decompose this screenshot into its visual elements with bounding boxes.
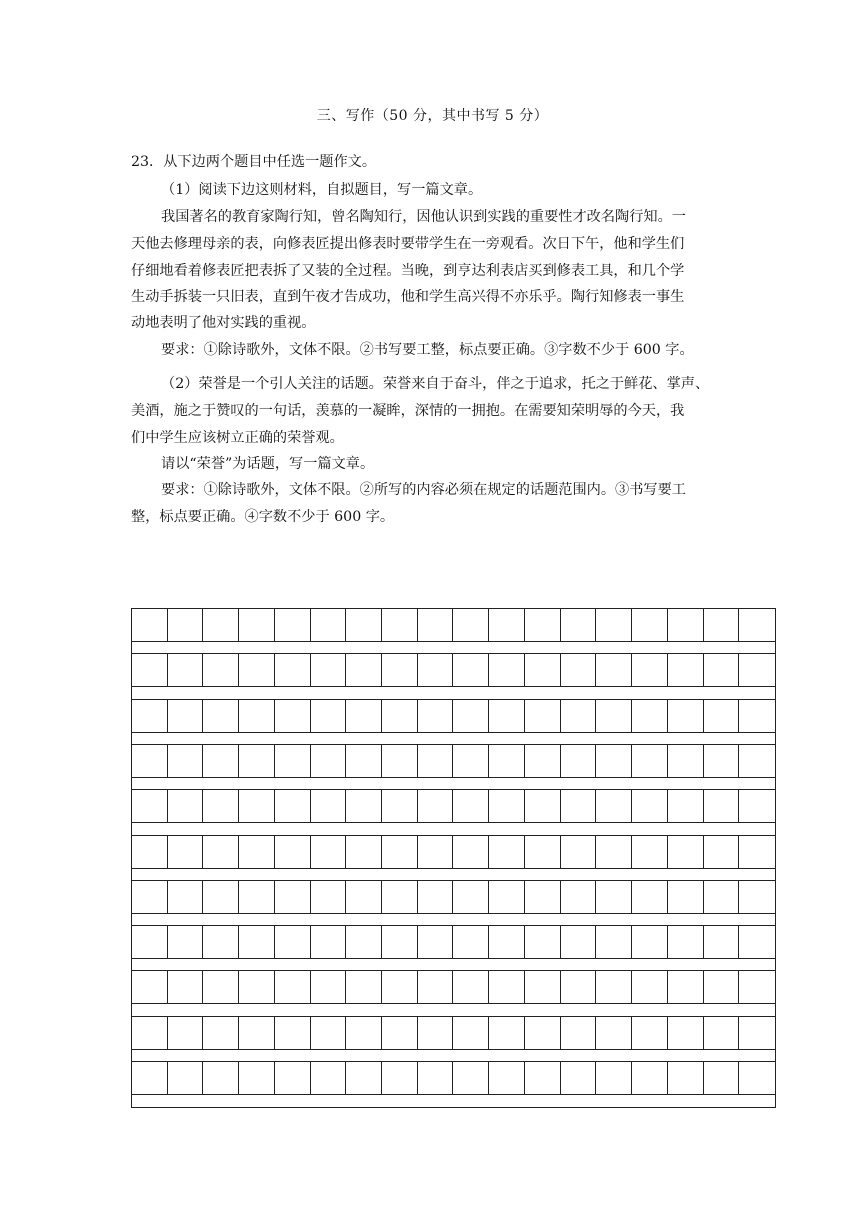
grid-cell[interactable] (525, 790, 561, 822)
grid-cell[interactable] (346, 1062, 382, 1094)
question-stem: 23．从下边两个题目中任选一题作文。 (131, 154, 377, 170)
grid-cell[interactable] (132, 790, 168, 822)
grid-cell[interactable] (346, 790, 382, 822)
grid-cell[interactable] (632, 926, 668, 958)
grid-cell[interactable] (525, 609, 561, 641)
grid-cell[interactable] (275, 881, 311, 913)
grid-cell[interactable] (346, 609, 382, 641)
grid-cell[interactable] (668, 971, 704, 1003)
grid-cell[interactable] (561, 745, 597, 777)
grid-cell[interactable] (489, 1062, 525, 1094)
grid-cell[interactable] (132, 926, 168, 958)
grid-cell[interactable] (275, 1017, 311, 1049)
grid-cell[interactable] (561, 1062, 597, 1094)
grid-row (131, 699, 776, 733)
grid-cell[interactable] (596, 1017, 632, 1049)
grid-cell[interactable] (275, 745, 311, 777)
grid-cell[interactable] (203, 1017, 239, 1049)
grid-cell[interactable] (275, 836, 311, 868)
grid-cell[interactable] (596, 971, 632, 1003)
grid-cell[interactable] (382, 926, 418, 958)
grid-cell[interactable] (346, 1017, 382, 1049)
grid-cell[interactable] (203, 881, 239, 913)
grid-cell[interactable] (275, 1062, 311, 1094)
grid-cell[interactable] (132, 654, 168, 686)
grid-cell[interactable] (632, 790, 668, 822)
grid-cell[interactable] (203, 745, 239, 777)
grid-cell[interactable] (668, 654, 704, 686)
option1-material-line: 仔细地看着修表匠把表拆了又装的全过程。当晚，到亨达利表店买到修表工具，和几个学 (131, 263, 685, 279)
grid-cell[interactable] (418, 926, 454, 958)
option1-material-line: 动地表明了他对实践的重视。 (131, 315, 316, 331)
grid-cell[interactable] (596, 926, 632, 958)
grid-cell[interactable] (275, 654, 311, 686)
grid-cell[interactable] (203, 836, 239, 868)
grid-cell[interactable] (311, 654, 347, 686)
grid-cell[interactable] (525, 926, 561, 958)
grid-cell[interactable] (489, 654, 525, 686)
grid-cell[interactable] (239, 971, 275, 1003)
grid-cell[interactable] (525, 1062, 561, 1094)
grid-cell[interactable] (132, 836, 168, 868)
grid-cell[interactable] (525, 836, 561, 868)
grid-cell[interactable] (311, 881, 347, 913)
grid-cell[interactable] (346, 745, 382, 777)
grid-cell[interactable] (453, 971, 489, 1003)
grid-cell[interactable] (311, 745, 347, 777)
grid-cell[interactable] (632, 700, 668, 732)
grid-cell[interactable] (239, 1017, 275, 1049)
grid-cell[interactable] (132, 609, 168, 641)
grid-cell[interactable] (168, 790, 204, 822)
grid-cell[interactable] (739, 1017, 775, 1049)
grid-cell[interactable] (453, 654, 489, 686)
grid-cell[interactable] (525, 654, 561, 686)
grid-cell[interactable] (132, 971, 168, 1003)
grid-cell[interactable] (168, 1017, 204, 1049)
grid-cell[interactable] (239, 745, 275, 777)
grid-cell[interactable] (525, 700, 561, 732)
grid-cell[interactable] (418, 1062, 454, 1094)
grid-cell[interactable] (168, 745, 204, 777)
grid-cell[interactable] (346, 654, 382, 686)
grid-cell[interactable] (346, 926, 382, 958)
grid-cell[interactable] (668, 745, 704, 777)
grid-cell[interactable] (275, 926, 311, 958)
grid-cell[interactable] (596, 654, 632, 686)
grid-cell[interactable] (311, 926, 347, 958)
grid-cell[interactable] (704, 745, 740, 777)
grid-cell[interactable] (168, 700, 204, 732)
grid-cell[interactable] (239, 700, 275, 732)
grid-cell[interactable] (704, 654, 740, 686)
grid-cell[interactable] (275, 700, 311, 732)
grid-cell[interactable] (203, 971, 239, 1003)
grid-cell[interactable] (561, 836, 597, 868)
grid-cell[interactable] (489, 881, 525, 913)
grid-cell[interactable] (453, 609, 489, 641)
answer-grid[interactable] (131, 608, 776, 1108)
grid-cell[interactable] (168, 609, 204, 641)
grid-cell[interactable] (418, 836, 454, 868)
grid-row (131, 835, 776, 869)
grid-cell[interactable] (132, 700, 168, 732)
grid-cell[interactable] (311, 971, 347, 1003)
grid-cell[interactable] (346, 971, 382, 1003)
option2-material-line: 们中学生应该树立正确的荣誉观。 (131, 430, 344, 446)
grid-cell[interactable] (525, 971, 561, 1003)
grid-cell[interactable] (561, 1017, 597, 1049)
grid-cell[interactable] (704, 836, 740, 868)
grid-cell[interactable] (668, 790, 704, 822)
option2-material-line: 美酒，施之于赞叹的一句话，羡慕的一凝眸，深情的一拥抱。在需要知荣明辱的今天，我 (131, 403, 685, 419)
grid-cell[interactable] (596, 881, 632, 913)
grid-cell[interactable] (704, 609, 740, 641)
grid-row (131, 789, 776, 823)
grid-cell[interactable] (275, 790, 311, 822)
grid-cell[interactable] (739, 926, 775, 958)
grid-cell[interactable] (168, 836, 204, 868)
grid-cell[interactable] (739, 836, 775, 868)
grid-row (131, 1061, 776, 1095)
grid-cell[interactable] (275, 609, 311, 641)
grid-row (131, 608, 776, 642)
grid-cell[interactable] (668, 1062, 704, 1094)
grid-cell[interactable] (596, 1062, 632, 1094)
grid-cell[interactable] (132, 881, 168, 913)
grid-cell[interactable] (632, 836, 668, 868)
grid-cell[interactable] (489, 836, 525, 868)
grid-cell[interactable] (632, 609, 668, 641)
grid-row (131, 653, 776, 687)
grid-cell[interactable] (489, 926, 525, 958)
section-title: 三、写作（50 分，其中书写 5 分） (316, 108, 549, 124)
grid-cell[interactable] (704, 971, 740, 1003)
grid-cell[interactable] (739, 881, 775, 913)
grid-cell[interactable] (453, 700, 489, 732)
grid-cell[interactable] (168, 926, 204, 958)
option2-material-line: （2）荣誉是一个引人关注的话题。荣誉来自于奋斗，伴之于追求，托之于鲜花、掌声、 (161, 376, 710, 392)
grid-cell[interactable] (739, 745, 775, 777)
grid-cell[interactable] (596, 700, 632, 732)
grid-cell[interactable] (453, 1062, 489, 1094)
grid-cell[interactable] (453, 836, 489, 868)
grid-cell[interactable] (203, 609, 239, 641)
grid-cell[interactable] (739, 700, 775, 732)
grid-cell[interactable] (132, 1017, 168, 1049)
grid-cell[interactable] (561, 971, 597, 1003)
grid-cell[interactable] (239, 654, 275, 686)
grid-row (131, 925, 776, 959)
grid-cell[interactable] (739, 971, 775, 1003)
grid-cell[interactable] (203, 926, 239, 958)
grid-cell[interactable] (489, 745, 525, 777)
grid-cell[interactable] (382, 790, 418, 822)
grid-cell[interactable] (561, 654, 597, 686)
grid-cell[interactable] (418, 609, 454, 641)
grid-cell[interactable] (632, 745, 668, 777)
grid-cell[interactable] (453, 881, 489, 913)
grid-cell[interactable] (704, 1017, 740, 1049)
grid-cell[interactable] (418, 881, 454, 913)
grid-cell[interactable] (596, 790, 632, 822)
grid-cell[interactable] (525, 745, 561, 777)
grid-cell[interactable] (596, 609, 632, 641)
grid-cell[interactable] (311, 1017, 347, 1049)
grid-cell[interactable] (489, 609, 525, 641)
option1-requirement: 要求：①除诗歌外，文体不限。②书写要工整，标点要正确。③字数不少于 600 字。 (161, 342, 694, 358)
grid-cell[interactable] (739, 1062, 775, 1094)
grid-cell[interactable] (418, 790, 454, 822)
grid-cell[interactable] (382, 881, 418, 913)
grid-cell[interactable] (203, 654, 239, 686)
grid-cell[interactable] (632, 654, 668, 686)
grid-cell[interactable] (632, 1062, 668, 1094)
option1-instruction: （1）阅读下边这则材料，自拟题目，写一篇文章。 (161, 182, 483, 198)
grid-cell[interactable] (525, 881, 561, 913)
grid-cell[interactable] (382, 654, 418, 686)
grid-cell[interactable] (382, 971, 418, 1003)
grid-cell[interactable] (418, 1017, 454, 1049)
grid-cell[interactable] (668, 836, 704, 868)
grid-cell[interactable] (239, 790, 275, 822)
grid-cell[interactable] (239, 926, 275, 958)
grid-cell[interactable] (668, 881, 704, 913)
grid-row (131, 970, 776, 1004)
grid-cell[interactable] (739, 790, 775, 822)
grid-cell[interactable] (311, 1062, 347, 1094)
grid-cell[interactable] (596, 836, 632, 868)
grid-cell[interactable] (382, 745, 418, 777)
grid-row (131, 1016, 776, 1050)
grid-cell[interactable] (168, 971, 204, 1003)
option2-requirement-line: 整，标点要正确。④字数不少于 600 字。 (131, 509, 395, 525)
grid-cell[interactable] (632, 881, 668, 913)
grid-cell[interactable] (168, 1062, 204, 1094)
grid-cell[interactable] (704, 790, 740, 822)
grid-cell[interactable] (311, 700, 347, 732)
grid-cell[interactable] (203, 1062, 239, 1094)
grid-cell[interactable] (489, 700, 525, 732)
grid-row (131, 744, 776, 778)
grid-cell[interactable] (203, 790, 239, 822)
option1-material-line: 天他去修理母亲的表，向修表匠提出修表时要带学生在一旁观看。次日下午，他和学生们 (131, 236, 685, 252)
grid-cell[interactable] (418, 745, 454, 777)
grid-cell[interactable] (561, 790, 597, 822)
grid-cell[interactable] (132, 745, 168, 777)
grid-cell[interactable] (239, 836, 275, 868)
option2-topic: 请以“荣誉”为话题，写一篇文章。 (161, 456, 375, 472)
grid-cell[interactable] (704, 881, 740, 913)
grid-cell[interactable] (346, 700, 382, 732)
grid-cell[interactable] (561, 700, 597, 732)
grid-cell[interactable] (382, 700, 418, 732)
grid-cell[interactable] (739, 654, 775, 686)
grid-cell[interactable] (346, 836, 382, 868)
grid-cell[interactable] (561, 926, 597, 958)
grid-cell[interactable] (668, 609, 704, 641)
grid-cell[interactable] (453, 790, 489, 822)
grid-cell[interactable] (704, 1062, 740, 1094)
grid-cell[interactable] (596, 745, 632, 777)
grid-cell[interactable] (239, 609, 275, 641)
grid-cell[interactable] (311, 790, 347, 822)
grid-cell[interactable] (632, 1017, 668, 1049)
grid-cell[interactable] (239, 1062, 275, 1094)
grid-cell[interactable] (382, 836, 418, 868)
grid-cell[interactable] (382, 609, 418, 641)
grid-cell[interactable] (668, 926, 704, 958)
grid-cell[interactable] (453, 1017, 489, 1049)
grid-row (131, 880, 776, 914)
grid-cell[interactable] (489, 790, 525, 822)
grid-cell[interactable] (168, 654, 204, 686)
grid-cell[interactable] (489, 971, 525, 1003)
grid-cell[interactable] (489, 1017, 525, 1049)
grid-cell[interactable] (239, 881, 275, 913)
grid-cell[interactable] (382, 1062, 418, 1094)
grid-cell[interactable] (704, 926, 740, 958)
option1-material-line: 我国著名的教育家陶行知，曾名陶知行，因他认识到实践的重要性才改名陶行知。一 (161, 209, 686, 225)
option2-requirement-line: 要求：①除诗歌外，文体不限。②所写的内容必须在规定的话题范围内。③书写要工 (161, 482, 686, 498)
grid-cell[interactable] (668, 1017, 704, 1049)
grid-cell[interactable] (453, 745, 489, 777)
grid-cell[interactable] (418, 654, 454, 686)
grid-cell[interactable] (668, 700, 704, 732)
grid-cell[interactable] (311, 836, 347, 868)
grid-cell[interactable] (346, 881, 382, 913)
grid-cell[interactable] (739, 609, 775, 641)
option1-material-line: 生动手拆装一只旧表，直到午夜才告成功，他和学生高兴得不亦乐乎。陶行知修表一事生 (131, 289, 685, 305)
grid-cell[interactable] (168, 881, 204, 913)
grid-cell[interactable] (203, 700, 239, 732)
grid-cell[interactable] (561, 609, 597, 641)
grid-cell[interactable] (418, 700, 454, 732)
grid-cell[interactable] (132, 1062, 168, 1094)
grid-cell[interactable] (275, 971, 311, 1003)
grid-cell[interactable] (311, 609, 347, 641)
grid-cell[interactable] (453, 926, 489, 958)
grid-cell[interactable] (418, 971, 454, 1003)
grid-cell[interactable] (632, 971, 668, 1003)
grid-cell[interactable] (382, 1017, 418, 1049)
grid-cell[interactable] (525, 1017, 561, 1049)
grid-cell[interactable] (704, 700, 740, 732)
grid-cell[interactable] (561, 881, 597, 913)
